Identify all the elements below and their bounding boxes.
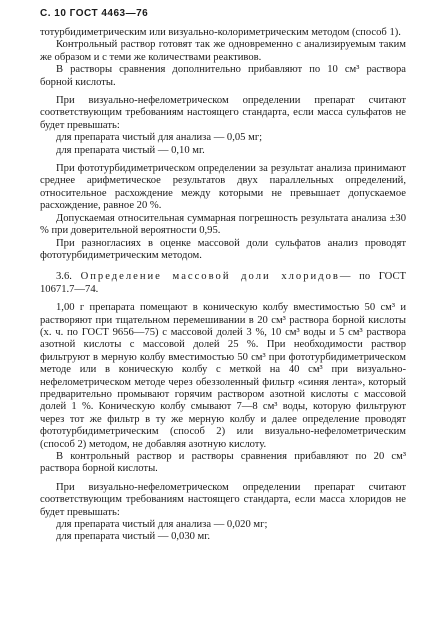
paragraph-phototurbidimetric: При фототурбидиметрическом определении за результат анализа принимают среднее арифметическое результатов двух параллельных определений, относительное расхождение между которыми не превышает допускаемое расхождение, равное 20 %. [40,163,406,212]
paragraph-disagreement: При разногласиях в оценке массовой доли сульфатов анализ проводят фототурбидиметрическим методом. [40,237,406,261]
paragraph-continuation: тотурбидиметрическим или визуально-колориметрическим методом (способ 1). [40,27,401,38]
section-title: Определение массовой доли хлоридов [80,271,340,283]
section-3-6-heading [40,271,406,296]
limit-item-pure: для препарата чистый — 0,10 мг. [56,144,205,156]
paragraph-visual-nephelometric: При визуально-нефелометрическом определении препарат считают соответствующим требованиям настоящего стандарта, если масса сульфатов не будет превышать: [40,95,406,131]
paragraph-chlorides-visual: При визуально-нефелометрическом определении препарат считают соответствующим требованиям настоящего стандарта, если масса хлоридов не будет превышать: [40,481,406,518]
limit-item-chloride-pure: для препарата чистый — 0,030 мг. [56,531,211,543]
section-number: 3.6. [56,271,72,283]
paragraph-control-solution: Контрольный раствор готовят так же одновременно с анализируемым таким же образом и с теми же количествами реактивов. [40,39,406,63]
document-body [40,27,406,544]
paragraph-boric-acid: В контрольный раствор и растворы сравнения прибавляют по 20 см³ раствора борной кислоты. [40,451,406,475]
page-header: С. 10 ГОСТ 4463—76 [40,8,149,19]
paragraph-procedure: 1,00 г препарата помещают в коническую колбу вместимостью 50 см³ и растворяют при тщательном перемешивании в 20 см³ раствора борной кислоты (х. ч. по ГОСТ 9656—75) с массовой долей 3 %, 10 см³ воды и 5 см³ раствора азотной кислоты с массовой долей 25 %. При необходимости раствор фильтруют в мерную колбу вместимостью 50 см³ при фототурбидиметрическом методе или в коническую колбу с меткой на 40 см³ при визуально-нефелометрическом методе через обеззоленный фильтр «синяя лента», который предварительно промывают горячим раствором азотной кислоты с массовой долей 1 %. Коническую колбу смывают 7—8 см³ воды, которую фильтруют через тот же фильтр в ту же мерную колбу и далее определение проводят фототурбидиметрическим (способ 2) или визуально-нефелометрическим (способ 2) методом, не добавляя азотную кислоту. [40,302,406,450]
section-reference: — по ГОСТ 10671.7—74. [40,271,406,295]
limit-item-chloride-analytical: для препарата чистый для анализа — 0,020 мг; [56,519,268,531]
paragraph-error: Допускаемая относительная суммарная погрешность результата анализа ±30 % при доверительной вероятности 0,95. [40,212,406,237]
paragraph-comparison-solutions: В растворы сравнения дополнительно прибавляют по 10 см³ раствора борной кислоты. [40,64,406,88]
limit-item-analytical: для препарата чистый для анализа — 0,05 мг; [56,132,263,144]
